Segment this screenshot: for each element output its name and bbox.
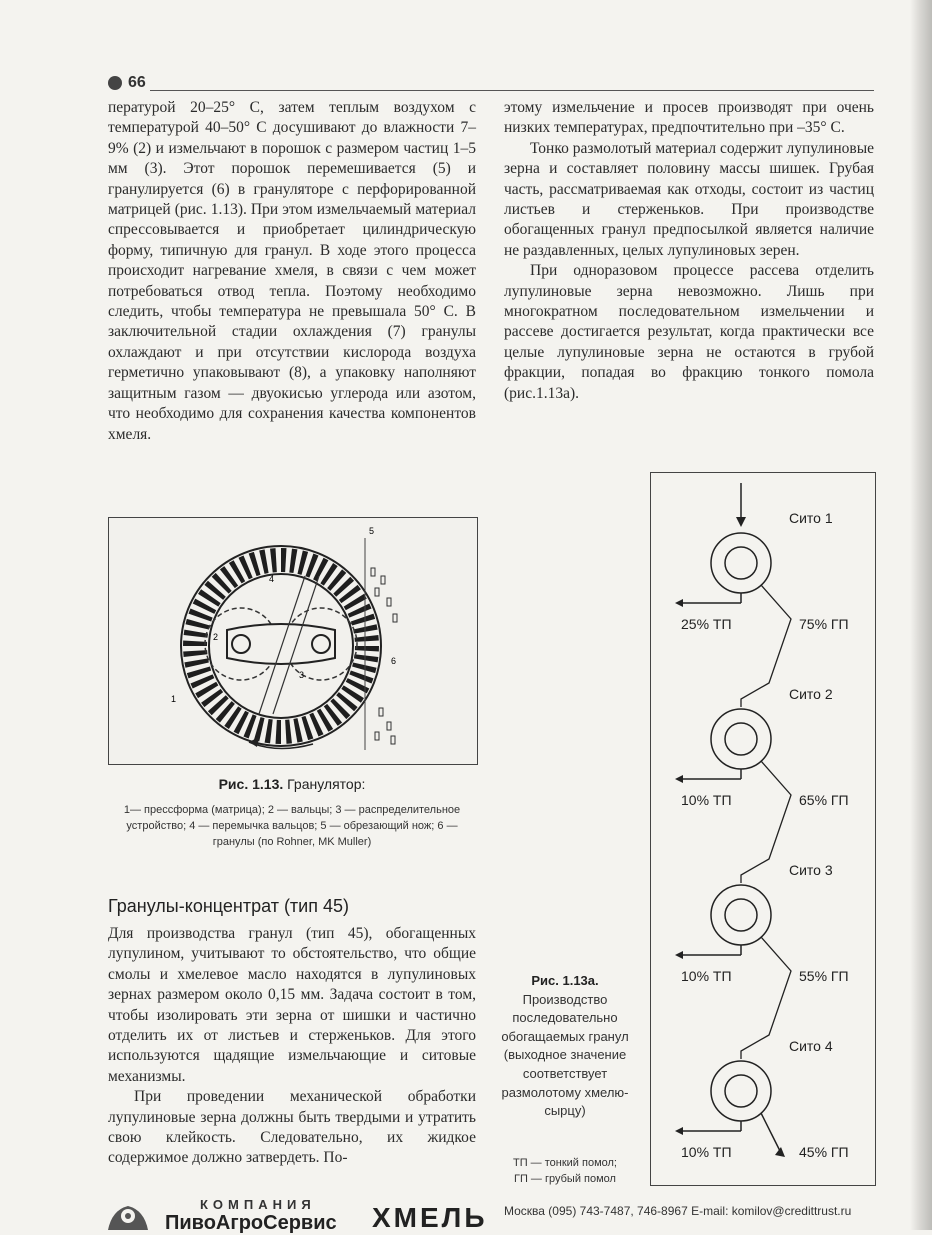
hop-logo-icon [104, 1200, 152, 1230]
die-tooth [183, 650, 207, 657]
coarse-fraction-label: 75% ГП [799, 616, 849, 632]
footer [0, 1194, 932, 1234]
die-tooth [293, 718, 302, 742]
sieve-outer-circle [711, 709, 771, 769]
page-bullet-icon [108, 76, 122, 90]
sieve-outer-circle [711, 533, 771, 593]
coarse-arrow-head [775, 1147, 785, 1157]
fine-fraction-label: 10% ТП [681, 792, 732, 808]
input-arrow-head [736, 517, 746, 527]
die-tooth [270, 548, 277, 572]
die-tooth [184, 658, 208, 667]
sieve-label: Сито 3 [789, 862, 833, 878]
part-label: 3 [299, 670, 305, 680]
coarse-fraction-label: 55% ГП [799, 968, 849, 984]
paragraph: При проведении механической обработки лупулиновые зерна должны быть твердыми и утратить свою клейкость. Следовательно, их жидкое содержимое должно затвердеть. По- [108, 1088, 476, 1167]
footer-brand: ПивоАгроСервис [165, 1212, 337, 1234]
die-tooth [281, 548, 286, 572]
figure-title [108, 776, 476, 792]
coarse-fraction-label: 45% ГП [799, 1144, 849, 1160]
footer-product: ХМЕЛЬ [372, 1202, 488, 1233]
fine-fraction-label: 25% ТП [681, 616, 732, 632]
paragraph: При одноразовом процессе рассева отделить лупулиновые зерна невозможно. Лишь при многократном последовательном измельчении и рассеве достигается результат, когда практически все целые лупулиновые зерна не остаются в грубой фракции, попадая во фракцию тонкого помола (рис.1.13а). [504, 262, 874, 402]
sieve-flow-diagram [651, 473, 875, 1185]
header-rule [150, 90, 874, 91]
figure-label: Рис. 1.13а. [531, 973, 599, 988]
fine-arrow-head [675, 951, 683, 959]
granule [375, 732, 379, 740]
paragraph: этому измельчение и просев производят при очень низких температурах, предпочтительно при –35° С. [504, 99, 874, 137]
sieve-inner-circle [725, 1075, 757, 1107]
die-tooth [185, 619, 209, 630]
sieve-outer-circle [711, 1061, 771, 1121]
sieve-legend [496, 1155, 634, 1187]
die-tooth [285, 720, 292, 744]
figure-label: Рис. 1.13. [218, 776, 284, 792]
part-label: 4 [269, 574, 275, 584]
roller-axle-right [312, 635, 330, 653]
part-label: 5 [369, 526, 375, 536]
sieve-stages [675, 510, 849, 1160]
fine-fraction-label: 10% ТП [681, 968, 732, 984]
section-heading: Гранулы-концентрат (тип 45) [108, 896, 349, 916]
granule [379, 708, 383, 716]
roller-axle-left [232, 635, 250, 653]
left-column-bottom [108, 924, 476, 1169]
granule [375, 588, 379, 596]
part-label: 6 [391, 656, 397, 666]
page-edge-shadow [910, 0, 932, 1230]
die-tooth [355, 635, 379, 642]
left-column-top [108, 98, 476, 445]
paragraph: Для производства гранул (тип 45), обогащенных лупулином, учитывают то обстоятельство, что общие смолы и хмелевое масло находятся в лупулиновых зернах размером около 0,15 мм. Задача состоит в том, чтобы изолировать эти зерна от шишки и частично отделить их от листьев и стерженьков. Для этого используются щадящие измельчающие и ситовые механизмы. [108, 925, 476, 1085]
sieve-label: Сито 2 [789, 686, 833, 702]
die-tooth [183, 641, 207, 646]
granule [391, 736, 395, 744]
coarse-flow-line [741, 937, 791, 1059]
die-tooth [259, 549, 268, 573]
granulator-figure [108, 517, 478, 765]
die-tooth [355, 646, 379, 651]
coarse-flow-line [741, 585, 791, 707]
figure-legend: 1— прессформа (матрица); 2 — вальцы; 3 — распределительное устройство; 4 — перемычка вальцов; 5 — обрезающий нож; 6 — гранулы (по Rohner, MK Muller) [123, 804, 461, 848]
page-number [108, 74, 146, 92]
right-column-top [504, 98, 874, 404]
paragraph: пературой 20–25° С, затем теплым воздухом с температурой 40–50° С досушивают до влажности 7–9% (2) и измельчают в порошок с размером частиц 1–5 мм (3). Этот порошок перемешивается (5) и гранулируется (6) в грануляторе с перфорированной матрицей (рис. 1.13). При этом измельчаемый материал спрессовывается и приобретает цилиндрическую форму, типичную для гранул. В ходе этого процесса происходит нагревание хмеля, в связи с чем может потребоваться отвод тепла. Поэтому необходимо следить, чтобы температура не превышала 50° С. В заключительной стадии охлаждения (7) гранулы охлаждают и при отсутствии кислорода воздуха герметично упаковывают (8), а упаковку наполняют защитным газом — двуокисью углерода или азотом, что необходимо для сохранения качества компонентов хмеля. [108, 99, 476, 443]
paragraph: Тонко размолотый материал содержит лупулиновые зерна и составляет половину массы шишек. Грубая часть, рассматриваемая как отходы, состоит из частиц листьев и стерженьков. При производстве обогащенных гранул предпосылкой является наличие не раздавленных, целых лупулиновых зерен. [504, 139, 874, 259]
die-tooth [354, 654, 378, 662]
figure-title-text: Гранулятор: [287, 776, 366, 792]
coarse-flow-line [741, 761, 791, 883]
die-tooth [352, 662, 376, 673]
coarse-flow-line [761, 1113, 781, 1153]
footer-contact: Москва (095) 743-7487, 746-8967 E-mail: komilov@credittrust.ru [504, 1204, 852, 1218]
fine-fraction-label: 10% ТП [681, 1144, 732, 1160]
sieve-outer-circle [711, 885, 771, 945]
coarse-fraction-label: 65% ГП [799, 792, 849, 808]
footer-company: КОМПАНИЯ [200, 1197, 316, 1212]
granulator-caption [108, 776, 476, 850]
granule [387, 598, 391, 606]
die-tooth [254, 717, 265, 741]
sieve-label: Сито 4 [789, 1038, 833, 1054]
sieve-inner-circle [725, 723, 757, 755]
page-number-text: 66 [128, 74, 146, 91]
legend-line: ТП — тонкий помол; [513, 1157, 617, 1169]
granulator-illustration [109, 518, 477, 764]
granule [393, 614, 397, 622]
granule [381, 576, 385, 584]
die-tooth [265, 719, 273, 743]
sieve-label: Сито 1 [789, 510, 833, 526]
granule [371, 568, 375, 576]
part-label: 1 [171, 694, 177, 704]
die-tooth [289, 549, 297, 573]
sieve-inner-circle [725, 547, 757, 579]
figure-caption-text: Производство последовательно обогащаемых гранул (выходное значение соответствует размолотому хмелю-сырцу) [501, 991, 629, 1119]
fine-arrow-head [675, 599, 683, 607]
die-tooth [297, 550, 308, 574]
sieve-diagram [650, 472, 876, 1186]
fine-arrow-head [675, 1127, 683, 1135]
sieve-caption [496, 972, 634, 1121]
legend-line: ГП — грубый помол [514, 1173, 616, 1185]
die-tooth [184, 630, 208, 638]
part-label: 2 [213, 632, 219, 642]
sieve-inner-circle [725, 899, 757, 931]
fine-arrow-head [675, 775, 683, 783]
granule [387, 722, 391, 730]
die-tooth [276, 720, 281, 744]
